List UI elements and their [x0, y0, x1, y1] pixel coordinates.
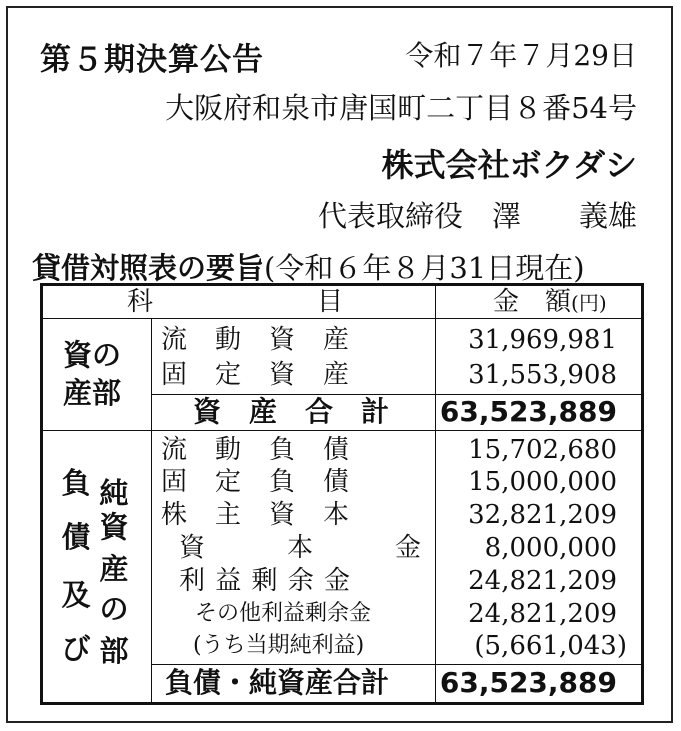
assets-label-bottom: 産部	[63, 376, 122, 410]
other-retained-earnings-amount: 24,821,209	[468, 599, 617, 629]
net-assets-label-5: 部	[99, 634, 129, 668]
net-income-amount: (5,661,043)	[474, 631, 627, 661]
liabilities-label-3: 及	[61, 578, 91, 612]
shareholders-equity-amount: 32,821,209	[468, 500, 617, 530]
fixed-liabilities-label: 固 定 負 債	[161, 467, 351, 497]
net-assets-label-1: 純	[99, 476, 129, 510]
capital-stock-amount: 8,000,000	[484, 533, 617, 563]
unit-label: (円)	[571, 291, 607, 315]
company-address: 大阪府和泉市唐国町二丁目８番54号	[165, 91, 637, 125]
liabilities-label-1: 負	[61, 466, 91, 500]
total-liabilities-net-assets-label: 負債・純資産合計	[165, 666, 390, 699]
current-liabilities-label: 流 動 負 債	[161, 435, 351, 465]
amount-divider	[435, 286, 436, 702]
balance-sheet-period: (令和６年８月31日現在)	[264, 251, 585, 285]
net-assets-label-2: 資	[99, 510, 129, 544]
shareholders-equity-label: 株 主 資 本	[161, 500, 351, 530]
retained-earnings-label: 利 益 剰 余 金	[179, 566, 352, 596]
fixed-liabilities-amount: 15,000,000	[468, 467, 617, 497]
subject-header-left: 科	[127, 287, 154, 317]
total-liabilities-net-assets-amount: 63,523,889	[439, 666, 617, 699]
category-divider	[151, 318, 152, 702]
company-name: 株式会社ボクダシ	[381, 146, 637, 184]
liabilities-label-4: び	[61, 632, 91, 666]
retained-earnings-amount: 24,821,209	[468, 566, 617, 596]
other-retained-earnings-label: その他利益剰余金	[195, 601, 372, 626]
current-liabilities-amount: 15,702,680	[468, 435, 617, 465]
capital-stock-label: 資 本 金	[179, 533, 423, 563]
net-assets-label-3: 産	[99, 552, 129, 586]
total-assets-amount: 63,523,889	[439, 395, 617, 428]
subject-header-right: 目	[317, 287, 344, 317]
amount-header-label: 金 額	[493, 287, 572, 317]
notice-title: 第５期決算公告	[40, 42, 264, 78]
balance-sheet-table	[40, 283, 644, 705]
amount-header	[493, 286, 607, 319]
fixed-assets-amount: 31,553,908	[468, 360, 617, 390]
notice-date: 令和７年７月29日	[405, 39, 637, 72]
net-income-label: (うち当期純利益)	[193, 633, 365, 658]
net-assets-label-4: の	[99, 592, 129, 626]
section-divider	[43, 430, 641, 431]
liabilities-label-2: 債	[61, 520, 91, 554]
total-assets-label: 資 産 合 計	[193, 395, 390, 428]
current-assets-label: 流 動 資 産	[161, 325, 351, 355]
balance-sheet-heading	[32, 246, 585, 287]
current-assets-amount: 31,969,981	[468, 325, 617, 355]
assets-label-top: 資の	[63, 338, 122, 372]
fixed-assets-label: 固 定 資 産	[161, 360, 351, 390]
balance-sheet-title: 貸借対照表の要旨	[32, 251, 265, 285]
representative-name: 代表取締役 澤 義雄	[317, 199, 637, 233]
